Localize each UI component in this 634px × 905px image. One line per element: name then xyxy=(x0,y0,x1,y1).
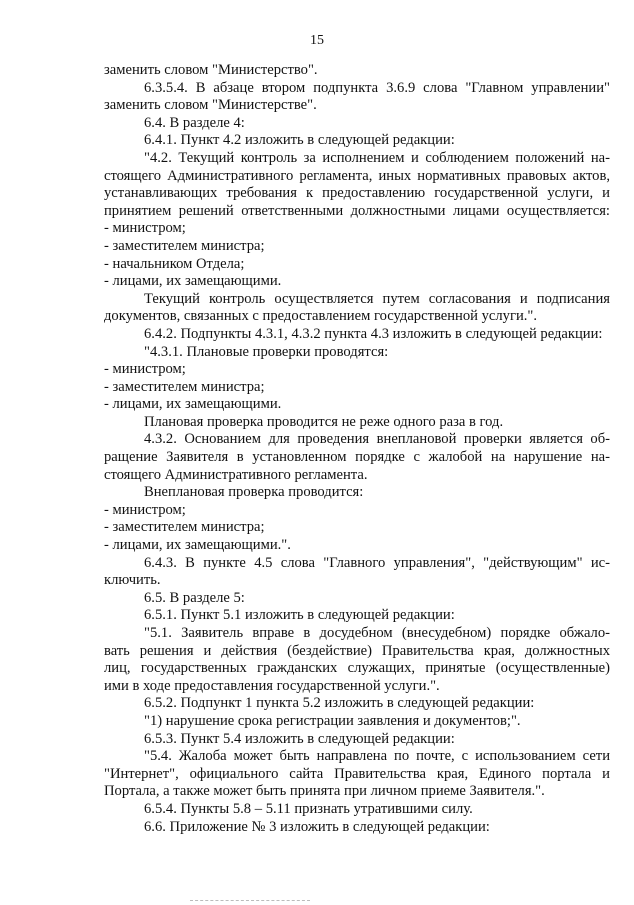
text-line: "4.3.1. Плановые проверки проводятся: xyxy=(144,343,389,360)
text-line: 6.5.1. Пункт 5.1 изложить в следующей редакции: xyxy=(144,607,455,624)
text-line: 6.6. Приложение № 3 изложить в следующей редакции: xyxy=(144,818,490,835)
text-line: "Интернет", официального сайта Правительства края, Единого портала и xyxy=(104,765,610,782)
text-line: лиц, государственных гражданских служащих, принятые (осуществленные) xyxy=(104,660,610,677)
text-line: - заместителем министра; xyxy=(104,378,265,395)
text-line: документов, связанных с предоставлением государственной услуги.". xyxy=(104,308,538,325)
text-line: - лицами, их замещающими.". xyxy=(104,537,291,554)
text-line: - министром; xyxy=(104,220,186,237)
text-line: устанавливающих требования к предоставлению государственной услуги, и xyxy=(104,185,610,202)
text-line: "5.1. Заявитель вправе в досудебном (внесудебном) порядке обжало- xyxy=(144,625,610,641)
text-line: 6.4.1. Пункт 4.2 изложить в следующей редакции: xyxy=(144,132,455,149)
page-number: 15 xyxy=(310,33,324,48)
text-line: - лицами, их замещающими. xyxy=(104,396,282,413)
text-line: 6.5.3. Пункт 5.4 изложить в следующей редакции: xyxy=(144,730,455,747)
text-line: 6.4. В разделе 4: xyxy=(144,114,245,131)
text-line: Плановая проверка проводится не реже одного раза в год. xyxy=(144,413,504,430)
text-line: ими в ходе предоставления государственной услуги.". xyxy=(104,677,440,694)
text-line: 4.3.2. Основанием для проведения внеплановой проверки является об- xyxy=(144,431,610,448)
text-line: вать решения и действия (бездействие) Правительства края, должностных xyxy=(104,642,610,659)
text-line: заменить словом "Министерстве". xyxy=(104,97,317,114)
text-line: "1) нарушение срока регистрации заявления и документов;". xyxy=(144,712,521,729)
text-line: 6.4.3. В пункте 4.5 слова "Главного управления", "действующим" ис- xyxy=(144,554,610,571)
text-line: - министром; xyxy=(104,501,186,518)
text-line: заменить словом "Министерство". xyxy=(104,62,318,78)
text-line: - лицами, их замещающими. xyxy=(104,273,282,290)
text-line: стоящего Административного регламента, иных нормативных правовых актов, xyxy=(104,167,610,184)
text-line: 6.5.2. Подпункт 1 пункта 5.2 изложить в следующей редакции: xyxy=(144,695,535,712)
document-body xyxy=(104,62,610,836)
text-line: 6.4.2. Подпункты 4.3.1, 4.3.2 пункта 4.3 изложить в следующей редакции: xyxy=(144,325,603,342)
text-line: принятием решений ответственными должностными лицами осуществляется: xyxy=(104,202,610,219)
bottom-edge-mark xyxy=(190,900,310,902)
text-line: "4.2. Текущий контроль за исполнением и соблюдением положений на- xyxy=(144,149,610,166)
text-line: - заместителем министра; xyxy=(104,237,265,254)
text-line: 6.5.4. Пункты 5.8 – 5.11 признать утратившими силу. xyxy=(144,800,473,817)
text-line: 6.5. В разделе 5: xyxy=(144,589,245,606)
text-line: ключить. xyxy=(104,572,161,589)
text-line: Портала, а также может быть принята при личном приеме Заявителя.". xyxy=(104,783,545,800)
text-line: стоящего Административного регламента. xyxy=(104,466,368,483)
text-line: - заместителем министра; xyxy=(104,519,265,536)
text-line: "5.4. Жалоба может быть направлена по почте, с использованием сети xyxy=(144,748,610,765)
text-line: - начальником Отдела; xyxy=(104,255,245,272)
text-line: Текущий контроль осуществляется путем согласования и подписания xyxy=(144,290,610,307)
text-line: Внеплановая проверка проводится: xyxy=(144,484,364,501)
text-line: 6.3.5.4. В абзаце втором подпункта 3.6.9 слова "Главном управлении" xyxy=(144,79,610,96)
text-line: - министром; xyxy=(104,361,186,378)
text-line: ращение Заявителя в установленном порядке с жалобой на нарушение на- xyxy=(104,449,610,466)
